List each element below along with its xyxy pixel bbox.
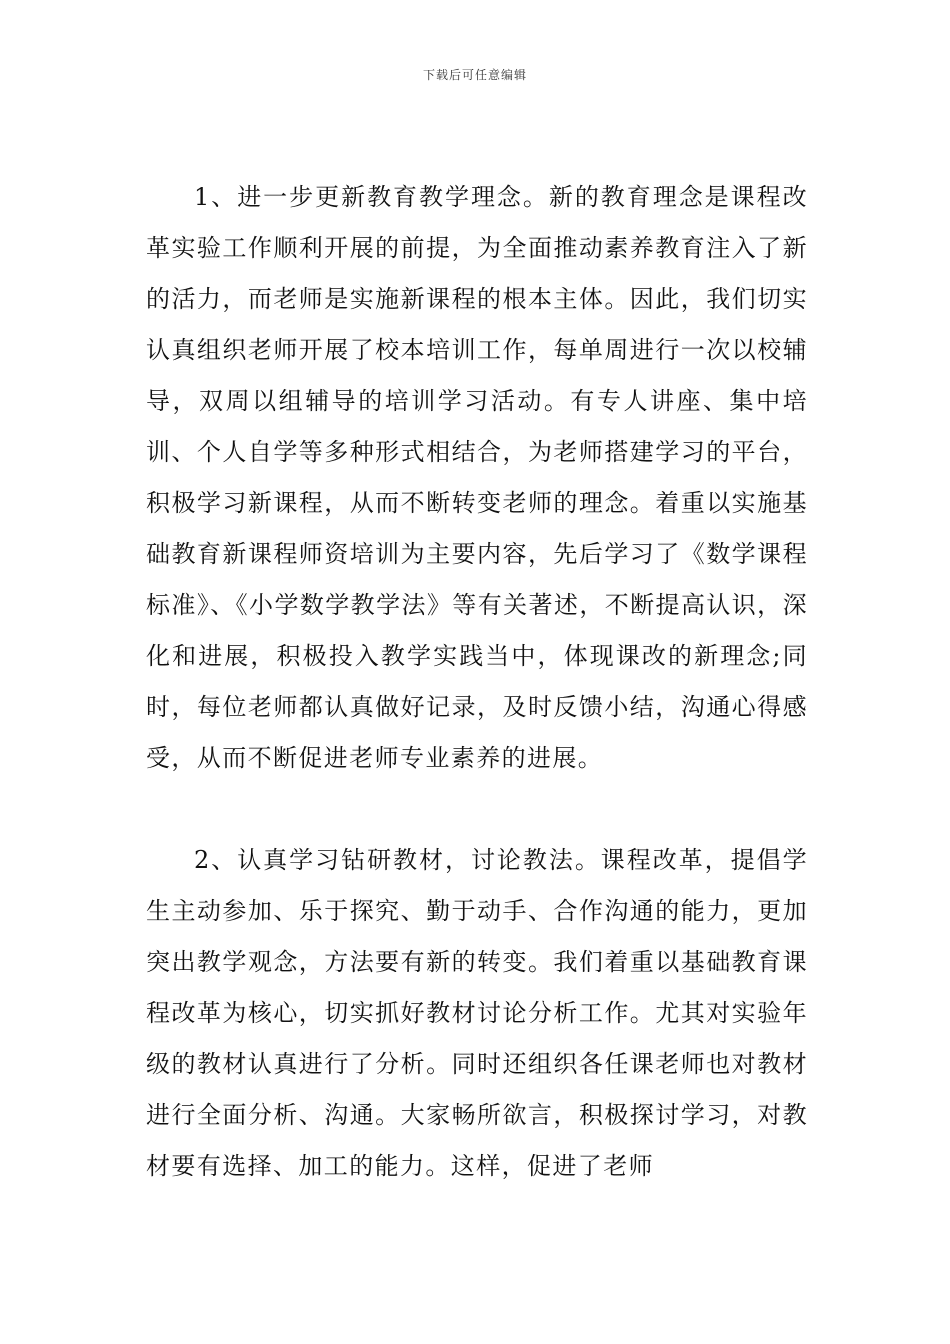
document-body (146, 172, 808, 1192)
paragraph-2: 2、认真学习钻研教材，讨论教法。课程改革，提倡学生主动参加、乐于探究、勤于动手、合作沟通的能力，更加突出教学观念，方法要有新的转变。我们着重以基础教育课程改革为核心，切实抓好教材讨论分析工作。尤其对实验年级的教材认真进行了分析。同时还组织各任课老师也对教材进行全面分析、沟通。大家畅所欲言，积极探讨学习，对教材要有选择、加工的能力。这样，促进了老师 (146, 846, 808, 1180)
paragraph-1: 1、进一步更新教育教学理念。新的教育理念是课程改革实验工作顺利开展的前提，为全面推动素养教育注入了新的活力，而老师是实施新课程的根本主体。因此，我们切实认真组织老师开展了校本培训工作，每单周进行一次以校辅导，双周以组辅导的培训学习活动。有专人讲座、集中培训、个人自学等多种形式相结合，为老师搭建学习的平台，积极学习新课程，从而不断转变老师的理念。着重以实施基础教育新课程师资培训为主要内容，先后学习了《数学课程标准》、《小学数学教学法》等有关著述，不断提高认识，深化和进展，积极投入教学实践当中，体现课改的新理念;同时，每位老师都认真做好记录，及时反馈小结，沟通心得感受，从而不断促进老师专业素养的进展。 (146, 183, 808, 772)
header-note: 下载后可任意编辑 (422, 68, 527, 82)
